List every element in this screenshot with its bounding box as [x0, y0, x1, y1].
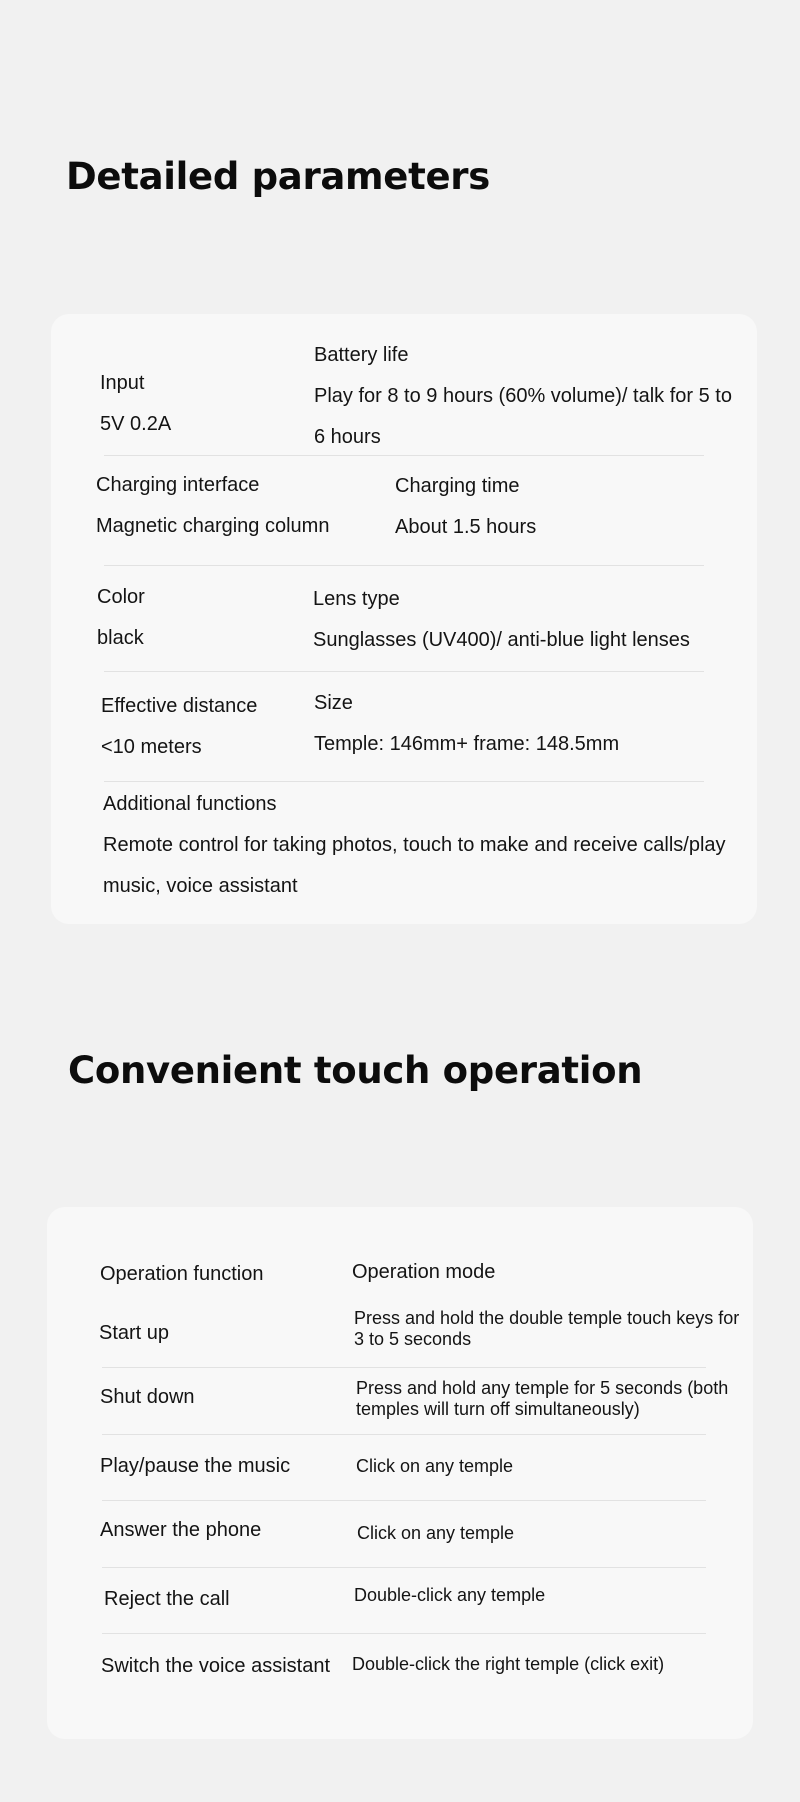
color-label: Color: [97, 586, 145, 608]
divider: [104, 781, 704, 782]
divider: [102, 1434, 706, 1435]
operation-function: Shut down: [100, 1386, 195, 1408]
divider: [102, 1367, 706, 1368]
operation-function: Answer the phone: [100, 1519, 262, 1541]
effective-distance-label: Effective distance: [101, 695, 258, 717]
charging-time-value: About 1.5 hours: [395, 516, 537, 538]
operation-function-header: Operation function: [100, 1263, 264, 1285]
input-label: Input: [100, 372, 145, 394]
operation-mode: Press and hold the double temple touch keys for 3 to 5 seconds: [354, 1308, 740, 1349]
charging-interface-label: Charging interface: [96, 474, 260, 496]
divider: [104, 455, 704, 456]
effective-distance-value: <10 meters: [101, 736, 202, 758]
lens-type-value: Sunglasses (UV400)/ anti-blue light lenses: [313, 629, 690, 651]
size-value: Temple: 146mm+ frame: 148.5mm: [314, 733, 620, 755]
battery-value-line2: 6 hours: [314, 426, 381, 448]
size-label: Size: [314, 692, 353, 714]
divider: [102, 1500, 706, 1501]
divider: [104, 671, 704, 672]
operation-function: Play/pause the music: [100, 1455, 291, 1477]
operation-mode: Click on any temple: [357, 1523, 515, 1543]
operation-mode-header: Operation mode: [352, 1261, 496, 1283]
operation-mode: Double-click the right temple (click exit): [352, 1654, 665, 1674]
divider: [104, 565, 704, 566]
color-value: black: [97, 627, 144, 649]
additional-functions-value-line2: music, voice assistant: [103, 875, 298, 897]
operation-function: Start up: [99, 1322, 170, 1344]
input-value: 5V 0.2A: [100, 413, 172, 435]
operation-mode: Double-click any temple: [354, 1585, 546, 1605]
additional-functions-label: Additional functions: [103, 793, 277, 815]
touch-heading: Convenient touch operation: [68, 1049, 643, 1092]
operation-mode: Press and hold any temple for 5 seconds (both temples will turn off simultaneously): [356, 1378, 729, 1419]
operation-function: Switch the voice assistant: [101, 1655, 330, 1677]
battery-label: Battery life: [314, 344, 409, 366]
additional-functions-value-line1: Remote control for taking photos, touch to make and receive calls/play: [103, 834, 726, 856]
charging-time-label: Charging time: [395, 475, 520, 497]
divider: [102, 1567, 706, 1568]
lens-type-label: Lens type: [313, 588, 400, 610]
battery-value-line1: Play for 8 to 9 hours (60% volume)/ talk for 5 to: [314, 385, 732, 407]
operation-function: Reject the call: [104, 1588, 230, 1610]
divider: [102, 1633, 706, 1634]
charging-interface-value: Magnetic charging column: [96, 515, 330, 537]
params-heading: Detailed parameters: [66, 155, 490, 198]
operation-mode: Click on any temple: [356, 1456, 514, 1476]
